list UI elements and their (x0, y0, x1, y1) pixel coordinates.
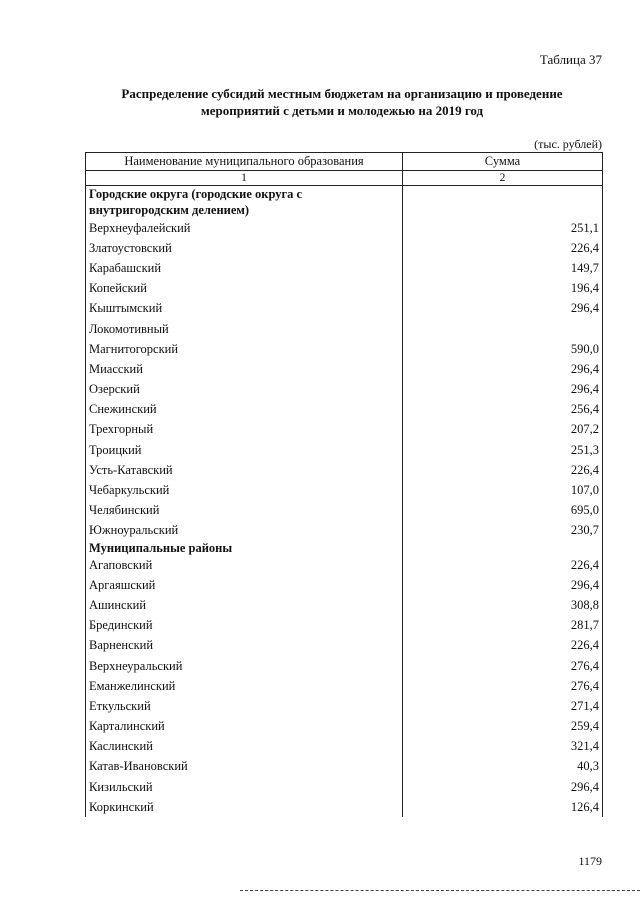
table-row (86, 555, 603, 575)
municipality-name: Ашинский (86, 595, 403, 615)
municipality-name: Троицкий (86, 440, 403, 460)
section-title: Муниципальные районы (86, 541, 403, 555)
municipality-name: Кизильский (86, 777, 403, 797)
table-row (86, 521, 603, 541)
table-label: Таблица 37 (539, 52, 602, 67)
municipality-name: Златоустовский (86, 238, 403, 258)
table-row (86, 359, 603, 379)
municipality-name: Аргаяшский (86, 575, 403, 595)
table-row (86, 258, 603, 278)
subsidy-amount: 321,4 (403, 737, 603, 757)
table-row (86, 480, 603, 500)
table-row (86, 218, 603, 238)
table-row (86, 400, 603, 420)
section-header-row (86, 186, 603, 219)
units-label: (тыс. рублей) (534, 137, 602, 151)
table-header-row (86, 153, 603, 171)
section-header-row (86, 541, 603, 555)
municipality-name: Усть-Катавский (86, 460, 403, 480)
subsidy-amount: 107,0 (403, 480, 603, 500)
table-row (86, 636, 603, 656)
table-row (86, 501, 603, 521)
subsidy-amount: 296,4 (403, 575, 603, 595)
subsidy-amount: 276,4 (403, 656, 603, 676)
subsidy-amount: 590,0 (403, 339, 603, 359)
table-row (86, 460, 603, 480)
table-row (86, 380, 603, 400)
table-row (86, 319, 603, 339)
table-row (86, 757, 603, 777)
subsidy-amount: 251,1 (403, 218, 603, 238)
subsidy-amount: 251,3 (403, 440, 603, 460)
table-row (86, 279, 603, 299)
section-title: Городские округа (городские округа с внутригородским делением) (86, 186, 403, 219)
page-number: 1179 (578, 854, 602, 868)
table-row (86, 656, 603, 676)
municipality-name: Еманжелинский (86, 676, 403, 696)
municipality-name: Миасский (86, 359, 403, 379)
table-row (86, 717, 603, 737)
subsidy-amount: 149,7 (403, 258, 603, 278)
table-row (86, 595, 603, 615)
column-header-amount: Сумма (403, 153, 603, 171)
municipality-name: Еткульский (86, 696, 403, 716)
footer-divider (240, 890, 640, 891)
table-row (86, 420, 603, 440)
municipality-name: Челябинский (86, 501, 403, 521)
table-row (86, 696, 603, 716)
municipality-name: Варненский (86, 636, 403, 656)
subsidy-amount (403, 319, 603, 339)
subsidy-amount: 276,4 (403, 676, 603, 696)
municipality-name: Копейский (86, 279, 403, 299)
municipality-name: Кыштымский (86, 299, 403, 319)
table-row (86, 797, 603, 817)
table-row (86, 575, 603, 595)
column-number-1: 1 (86, 171, 403, 186)
subsidy-amount: 296,4 (403, 359, 603, 379)
municipality-name: Каслинский (86, 737, 403, 757)
subsidy-amount: 207,2 (403, 420, 603, 440)
municipality-name: Чебаркульский (86, 480, 403, 500)
municipality-name: Карталинский (86, 717, 403, 737)
column-number-2: 2 (403, 171, 603, 186)
municipality-name: Карабашский (86, 258, 403, 278)
subsidy-amount: 226,4 (403, 460, 603, 480)
subsidy-amount: 695,0 (403, 501, 603, 521)
subsidy-amount: 296,4 (403, 380, 603, 400)
municipality-name: Магнитогорский (86, 339, 403, 359)
subsidy-amount: 296,4 (403, 777, 603, 797)
subsidy-amount: 226,4 (403, 238, 603, 258)
subsidy-amount: 230,7 (403, 521, 603, 541)
table-row (86, 737, 603, 757)
municipality-name: Снежинский (86, 400, 403, 420)
subsidy-amount: 226,4 (403, 636, 603, 656)
table-row (86, 238, 603, 258)
municipality-name: Локомотивный (86, 319, 403, 339)
document-title: Распределение субсидий местным бюджетам на организацию и проведение мероприятий с детьми и молодежью на 2019 год (121, 86, 563, 118)
subsidy-amount: 281,7 (403, 616, 603, 636)
section-amount-cell (403, 541, 603, 555)
municipality-name: Брединский (86, 616, 403, 636)
municipality-name: Коркинский (86, 797, 403, 817)
section-amount-cell (403, 186, 603, 219)
subsidy-amount: 40,3 (403, 757, 603, 777)
subsidy-amount: 196,4 (403, 279, 603, 299)
table-row (86, 676, 603, 696)
table-row (86, 616, 603, 636)
subsidy-amount: 271,4 (403, 696, 603, 716)
column-header-name: Наименование муниципального образования (86, 153, 403, 171)
subsidy-amount: 296,4 (403, 299, 603, 319)
table-row (86, 339, 603, 359)
municipality-name: Катав-Ивановский (86, 757, 403, 777)
municipality-name: Южноуральский (86, 521, 403, 541)
municipality-name: Озерский (86, 380, 403, 400)
municipality-name: Верхнеуфалейский (86, 218, 403, 238)
table-row (86, 299, 603, 319)
table-row (86, 440, 603, 460)
table-body (86, 186, 603, 818)
subsidy-amount: 126,4 (403, 797, 603, 817)
municipality-name: Агаповский (86, 555, 403, 575)
table-row (86, 777, 603, 797)
subsidy-amount: 308,8 (403, 595, 603, 615)
subsidy-amount: 259,4 (403, 717, 603, 737)
table-column-number-row (86, 171, 603, 186)
municipality-name: Верхнеуральский (86, 656, 403, 676)
subsidy-amount: 256,4 (403, 400, 603, 420)
subsidy-amount: 226,4 (403, 555, 603, 575)
subsidy-table (85, 152, 603, 817)
municipality-name: Трехгорный (86, 420, 403, 440)
